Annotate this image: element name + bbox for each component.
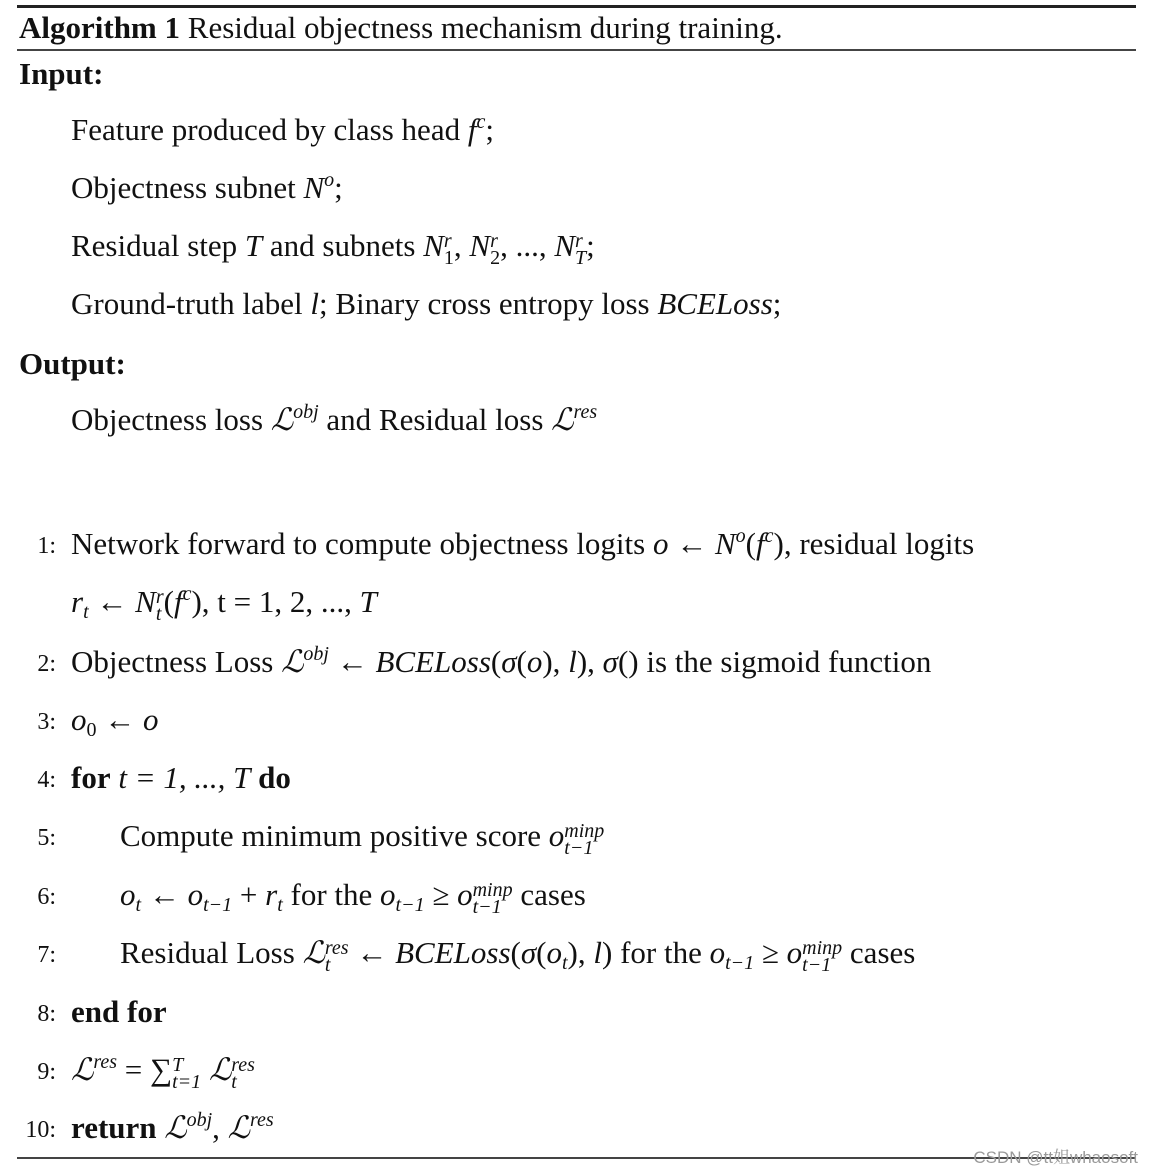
output-item-losses: Objectness loss ℒ$^{obj}$ and Residual loss ℒ$^{res}$ (71, 401, 598, 438)
keyword-for: for (71, 760, 111, 795)
keyword-return: return (71, 1110, 157, 1145)
input-label: Input: (19, 56, 104, 91)
keyword-end-for: end for (71, 994, 167, 1029)
input-item-residual-subnets: Residual step T and subnets N r 1 , N r 2 , ..., N r T ; (71, 228, 595, 269)
keyword-do: do (258, 760, 291, 795)
step-number: 2: (37, 651, 56, 677)
step-number: 1: (37, 533, 56, 559)
input-item-label-loss: Ground-truth label l; Binary cross entropy loss BCELoss; (71, 286, 782, 321)
watermark: CSDN @tt姐whaosoft (973, 1148, 1138, 1167)
input-item-objectness-subnet: Objectness subnet $N^o$; (71, 169, 343, 205)
algorithm-caption (19, 10, 783, 46)
step-number: 8: (37, 1001, 56, 1027)
step-number: 10: (25, 1117, 56, 1143)
step-number: 4: (37, 767, 56, 793)
algorithm-label: Algorithm 1 (19, 10, 181, 45)
step-number: 7: (37, 942, 56, 968)
top-rule (17, 5, 1136, 8)
step-number: 5: (37, 825, 56, 851)
step-text: return ℒ$^{obj}$, ℒ$^{res}$ (71, 1109, 274, 1146)
step-text: for t = 1, ..., T do (71, 760, 291, 795)
step-text: Network forward to compute objectness logits o ← $N^o(f^c)$, residual logits (71, 525, 975, 561)
step-number: 3: (37, 709, 56, 735)
caption-rule (17, 49, 1136, 51)
step-text-continued: $r_t$ ← N r t $(f^c)$, t = 1, 2, ..., T (71, 583, 377, 625)
step-text: ℒ$^{res}$ = ∑ T t=1 ℒ res t (71, 1051, 255, 1093)
step-number: 6: (37, 884, 56, 910)
step-text: $o_0$ ← o (71, 702, 159, 741)
step-text (71, 994, 167, 1030)
step-text: Objectness Loss ℒ$^{obj}$ ← BCELoss(σ(o), l), σ() is the sigmoid function (71, 643, 932, 680)
output-label: Output: (19, 346, 126, 381)
algorithm-title: Residual objectness mechanism during training. (187, 10, 783, 45)
step-text: Compute minimum positive score o minp t−1 (120, 818, 605, 859)
input-item-feature: Feature produced by class head $f^c$; (71, 111, 494, 147)
step-text: Residual Loss ℒ res t ← $BCELoss(\sigma(o_t)$, l) for the $o_{t-1} \ge o$ minp t−1 cases (120, 935, 916, 976)
bottom-rule (17, 1157, 1136, 1159)
step-number: 9: (37, 1059, 56, 1085)
step-text: $o_t$ ← $o_{t-1} + r_t$ for the $o_{t-1} \ge o$ minp t−1 cases (120, 877, 586, 918)
